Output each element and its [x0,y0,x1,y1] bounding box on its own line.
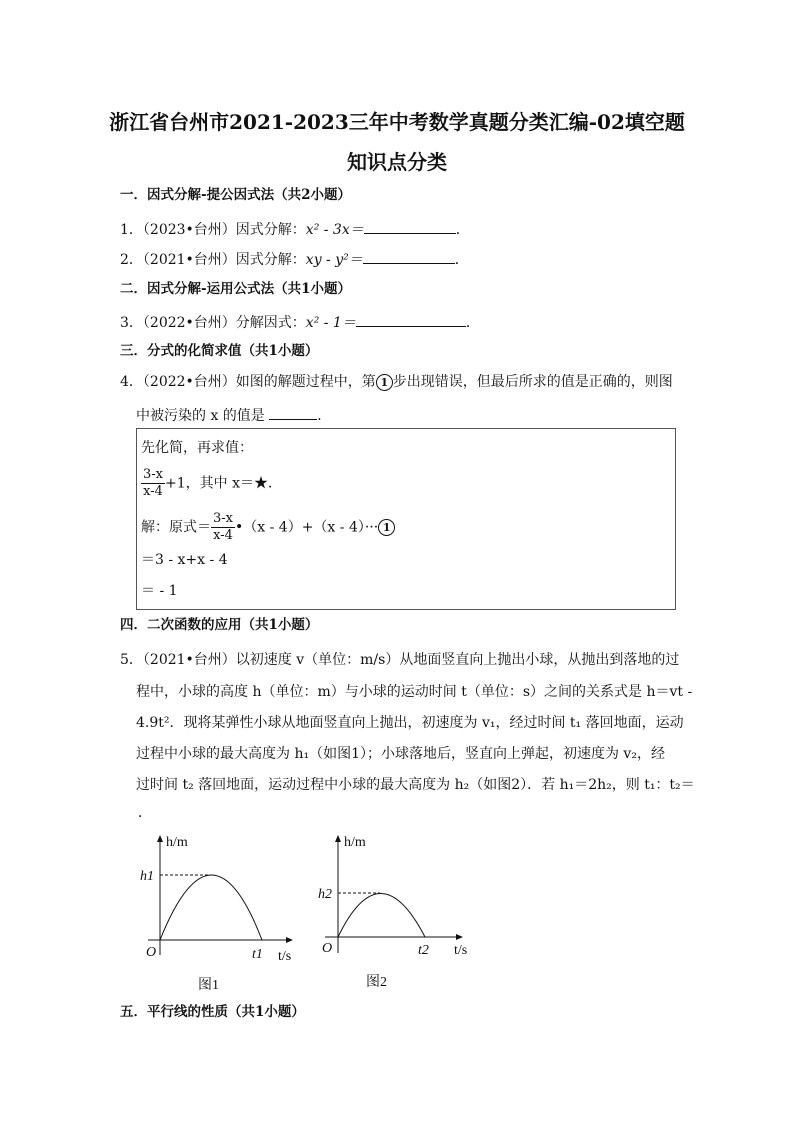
section-heading: 二．因式分解-运用公式法（共1小题） [120,281,351,297]
figure-1 [140,835,292,993]
q2-end: ． [454,252,469,268]
figure-caption: 图1 [198,978,219,993]
figure-caption: 图2 [366,975,387,990]
question-5-line: 4.9t²．现将某弹性小球从地面竖直向上抛出，初速度为 v₁，经过时间 t₁ 落回地面，运动 [136,715,684,731]
circled-one: 1 [378,519,395,536]
page-title: 浙江省台州市2021-2023三年中考数学真题分类汇编-02填空题 [109,110,685,134]
section-heading: 四．二次函数的应用（共1小题） [120,617,319,633]
origin-label: O [146,945,157,960]
q1-expression: x² - 3x＝ [305,222,364,238]
x-axis-label: t/s [454,943,468,958]
section-heading: 五．平行线的性质（共1小题） [120,1004,305,1020]
q4-text: 中被污染的 x 的值是 [136,408,270,424]
box-line-1: 先化简，再求值： [141,440,253,456]
q4-text: 步出现错误，但最后所求的值是正确的，则图 [392,374,673,390]
y-axis-label: h/m [166,835,188,850]
numerator: 3-x [213,511,233,526]
q1-prefix: 1．（2023•台州）因式分解： [120,222,306,238]
figure-2 [318,835,467,990]
q3-end: ． [465,315,480,331]
t-end-label: t1 [252,947,263,962]
q4-end: ． [317,408,332,424]
denominator: x-4 [143,484,163,499]
x-axis-label: t/s [278,949,292,964]
box-text: +1，其中 x＝★． [165,475,282,492]
q3-expression: x² - 1＝ [305,315,356,331]
parabola-curve [160,875,262,940]
y-axis-label: h/m [344,835,366,850]
box-text: 解：原式＝ [141,519,211,536]
peak-label: h1 [140,869,154,884]
box-text: •（x - 4）+（x - 4）··· [235,519,379,536]
parabola-curve [338,894,425,938]
q4-text: 4．（2022•台州）如图的解题过程中，第 [120,374,376,390]
question-5-line: 程中，小球的高度 h（单位：m）与小球的运动时间 t（单位：s）之间的关系式是 h＝vt - [136,684,693,700]
q3-prefix: 3．（2022•台州）分解因式： [120,315,306,331]
peak-label: h2 [318,887,332,902]
question-5-line: ． [138,805,152,821]
q1-end: ． [455,222,470,238]
origin-label: O [322,941,333,956]
section-heading: 一．因式分解-提公因式法（共2小题） [120,187,351,203]
question-5-line: 5．（2021•台州）以初速度 v（单位：m/s）从地面竖直向上抛出小球，从抛出到落地的过 [120,652,680,668]
page-subtitle: 知识点分类 [347,150,447,174]
q2-prefix: 2．（2021•台州）因式分解： [120,252,306,268]
q2-expression: xy - y²＝ [305,252,363,268]
box-line-4: ＝3 - x+x - 4 [141,552,228,568]
t-end-label: t2 [418,943,429,958]
numerator: 3-x [143,467,163,482]
question-5-line: 过程中小球的最大高度为 h₁（如图1）；小球落地后，竖直向上弹起，初速度为 v₂，经 [136,746,665,762]
section-heading: 三．分式的化简求值（共1小题） [120,343,319,359]
denominator: x-4 [213,528,233,543]
box-line-5: ＝ - 1 [141,583,178,599]
question-5-line: 过时间 t₂ 落回地面，运动过程中小球的最大高度为 h₂（如图2）．若 h₁＝2h₂，则 t₁：t₂＝ [136,777,695,793]
circled-one: 1 [376,374,393,391]
